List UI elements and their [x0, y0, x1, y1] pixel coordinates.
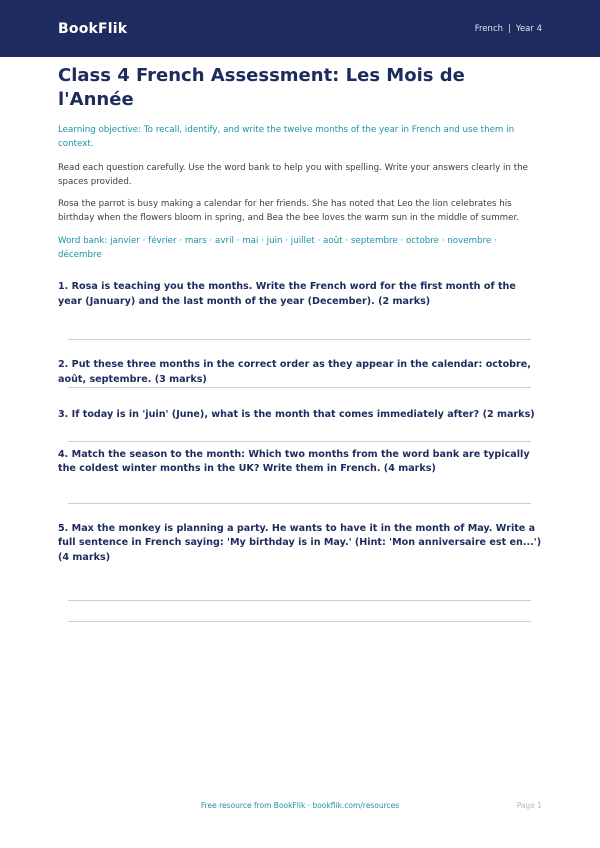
subject-year-label: [475, 24, 542, 34]
footer-source-link[interactable]: Free resource from BookFlik · bookflik.com/resources: [200, 801, 400, 810]
word-bank: Word bank: janvier · février · mars · avril · mai · juin · juillet · août · septembre · octobre · novembre · décembre: [58, 236, 497, 260]
subject-label: French: [474, 23, 504, 34]
answer-line-2[interactable]: [68, 387, 531, 388]
question-1: 1. Rosa is teaching you the months. Write the French word for the first month of the year (January) and the last month of the year (December). (2 marks): [58, 281, 516, 307]
learning-objective: Learning objective: To recall, identify, and write the twelve months of the year in French and use them in context.: [58, 125, 515, 149]
answer-line-3[interactable]: [68, 441, 531, 442]
page-number: Page 1: [516, 801, 542, 810]
question-3: 3. If today is in 'juin' (June), what is the month that comes immediately after? (2 marks): [58, 409, 535, 420]
answer-line-4[interactable]: [68, 503, 531, 504]
year-label: Year 4: [515, 23, 542, 34]
brand-logo: BookFlik: [58, 20, 128, 37]
answer-line-5b[interactable]: [68, 621, 531, 622]
page-title: Class 4 French Assessment: Les Mois de l'Année: [58, 65, 465, 110]
question-4: 4. Match the season to the month: Which two months from the word bank are typically the coldest winter months in the UK? Write them in French. (4 marks): [58, 448, 530, 474]
worksheet-content: [58, 64, 542, 622]
answer-line-5a[interactable]: [68, 600, 531, 601]
story-paragraph: Rosa the parrot is busy making a calendar for her friends. She has noted that Leo the lion celebrates his birthday when the flowers bloom in spring, and Bea the bee loves the warm sun in the middle of summer.: [58, 199, 519, 223]
instructions-paragraph: Read each question carefully. Use the word bank to help you with spelling. Write your answers clearly in the spaces provided.: [58, 163, 528, 187]
answer-line-1[interactable]: [68, 339, 531, 340]
page-header: [0, 0, 600, 57]
separator: |: [508, 23, 511, 34]
page-footer: [0, 801, 600, 815]
question-5: 5. Max the monkey is planning a party. He wants to have it in the month of May. Write a full sentence in French saying: 'My birthday is in May.' (Hint: 'Mon anniversaire est en...') (4 marks): [58, 522, 542, 563]
question-2: 2. Put these three months in the correct order as they appear in the calendar: octobre, août, septembre. (3 marks): [58, 359, 531, 385]
